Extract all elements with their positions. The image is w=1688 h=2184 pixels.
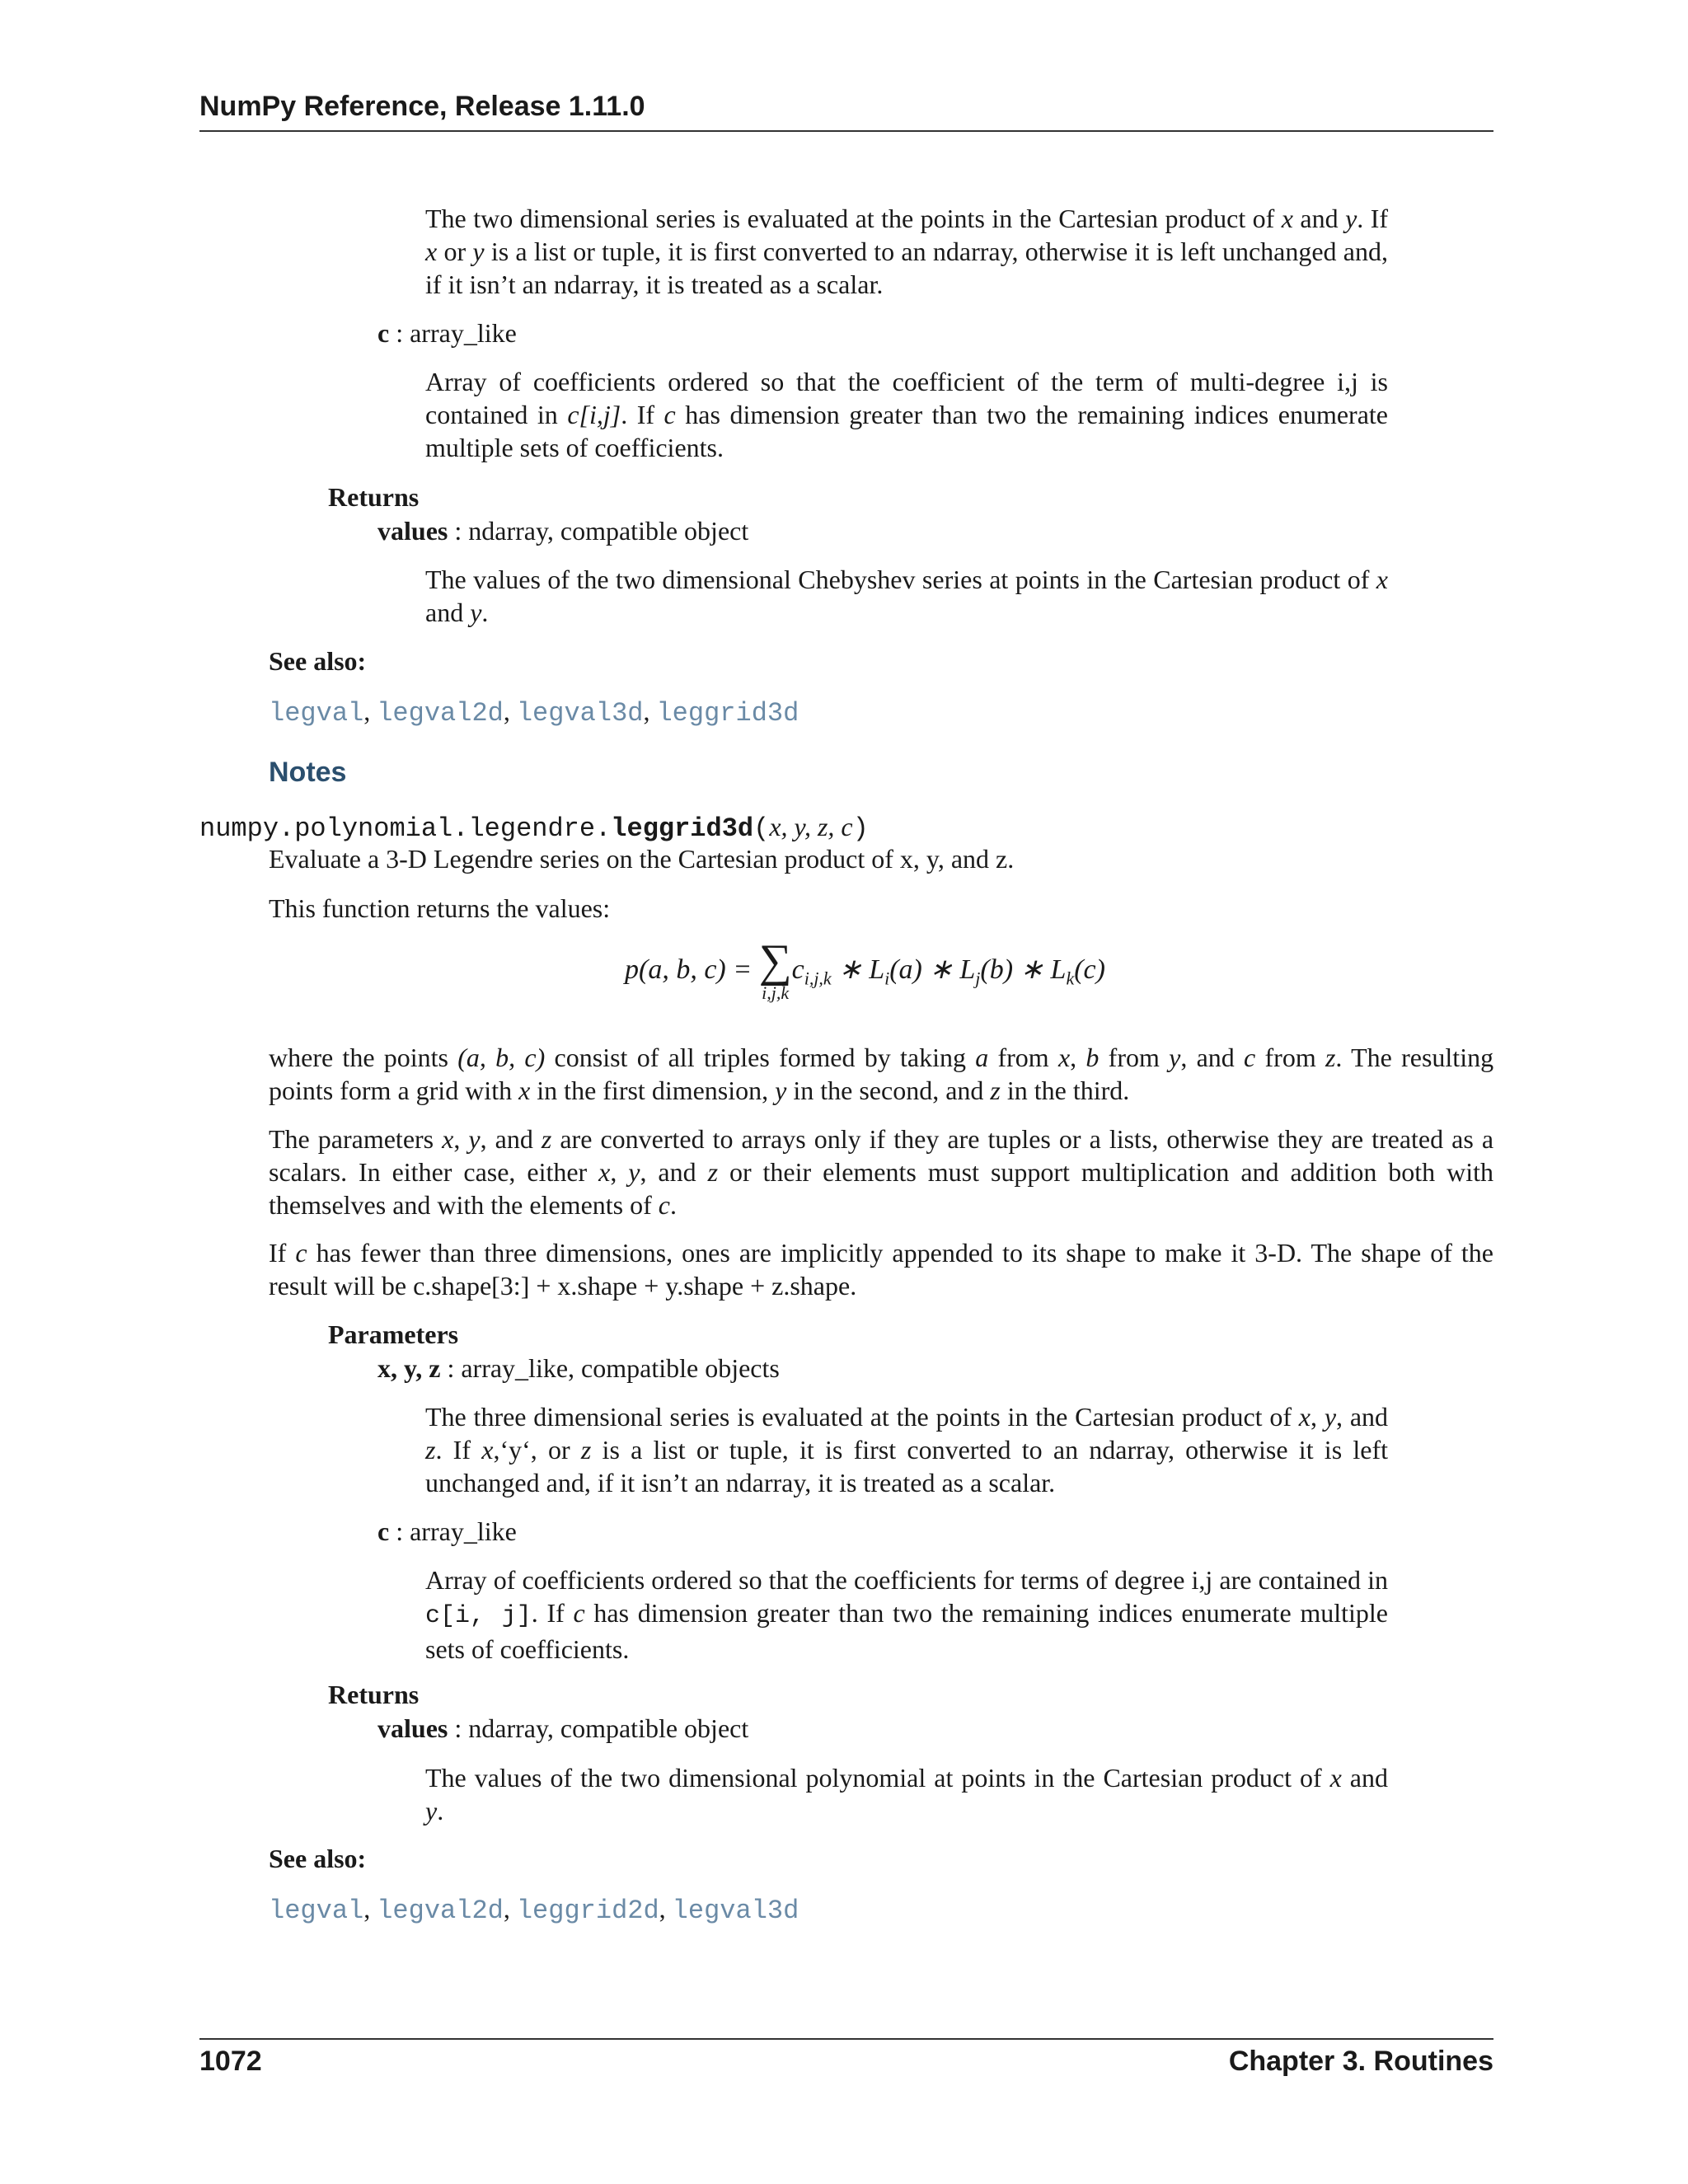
footer-rule — [199, 2038, 1493, 2040]
see-also-label: See also: — [269, 646, 367, 676]
notes-heading: Notes — [269, 757, 347, 788]
header-rule — [199, 130, 1493, 132]
paragraph-parameters: The parameters x, y, and z are converted to arrays only if they are tuples or a lists, otherwise they are treated as a scalars. In either case, either x, y, and z or their elements must support multiplication and addition both with themselves and with the elements of c. — [269, 1124, 1494, 1220]
returns2-label: Returns — [328, 1680, 420, 1709]
link-legval3d[interactable]: legval3d — [672, 1896, 799, 1926]
param-xyz-description: The three dimensional series is evaluated at the points in the Cartesian product of x, y, and z. If x,‘y‘, or z is a list or tuple, it is first converted to an ndarray, otherwise it is left unchanged and, if it isn’t an ndarray, it is treated as a scalar. — [425, 1402, 1389, 1497]
link-legval2d[interactable]: legval2d — [377, 698, 504, 729]
return-values-heading: values : ndarray, compatible object — [377, 516, 749, 546]
link-leggrid2d[interactable]: leggrid2d — [516, 1896, 659, 1926]
see-also2-label: See also: — [269, 1844, 367, 1873]
equation: p(a, b, c) = ∑ i,j,k $c_{i,j,k}$ ∗ $L_i(a)$ ∗ $L_j(b)$ ∗ $L_k(c)$ — [625, 935, 1105, 1003]
parameters-label: Parameters — [328, 1319, 459, 1349]
see-also2-links: legval, legval2d, leggrid2d, legval3d — [269, 1894, 799, 1926]
function-returns-text: This function returns the values: — [269, 893, 611, 923]
param-c-heading: c : array_like — [377, 318, 517, 348]
paragraph-points: where the points (a, b, c) consist of all triples formed by taking a from x, b from y, and c from z. The resulting points form a grid with x in the first dimension, y in the second, and z in the third. — [269, 1043, 1494, 1105]
link-legval[interactable]: legval — [269, 1896, 364, 1926]
return2-values-heading: values : ndarray, compatible object — [377, 1713, 749, 1743]
param-c2-heading: c : array_like — [377, 1516, 517, 1546]
link-legval2d[interactable]: legval2d — [377, 1896, 504, 1926]
link-leggrid3d[interactable]: leggrid3d — [656, 698, 799, 729]
return-values-description: The values of the two dimensional Chebyshev series at points in the Cartesian product of x and y. — [425, 565, 1388, 627]
chapter-title: Chapter 3. Routines — [1228, 2046, 1493, 2077]
see-also-links: legval, legval2d, legval3d, leggrid3d — [269, 696, 799, 729]
param-xyz-heading: x, y, z : array_like, compatible objects — [377, 1353, 780, 1383]
page-number: 1072 — [199, 2046, 262, 2077]
link-legval[interactable]: legval — [269, 698, 364, 729]
running-header: NumPy Reference, Release 1.11.0 — [199, 91, 645, 122]
paragraph-shape: If c has fewer than three dimensions, ones are implicitly appended to its shape to make it 3-D. The shape of the result will be c.shape[3:] + x.shape + y.shape + z.shape. — [269, 1238, 1494, 1301]
summation: ∑ i,j,k — [758, 935, 792, 1003]
return2-values-description: The values of the two dimensional polynomial at points in the Cartesian product of x and y. — [425, 1763, 1389, 1825]
returns-label: Returns — [328, 482, 420, 512]
param-c-description: Array of coefficients ordered so that the coefficient of the term of multi-degree i,j is contained in c[i,j]. If c has dimension greater than two the remaining indices enumerate multiple sets of coefficients. — [425, 367, 1388, 462]
function-summary: Evaluate a 3-D Legendre series on the Cartesian product of x, y, and z. — [269, 844, 1015, 874]
param-xy-description: The two dimensional series is evaluated at the points in the Cartesian product of x and y. If x or y is a list or tuple, it is first converted to an ndarray, otherwise it is left unchanged and, if it isn’t an ndarray, it is treated as a scalar. — [425, 204, 1389, 299]
link-legval3d[interactable]: legval3d — [516, 698, 644, 729]
param-c2-description: Array of coefficients ordered so that the coefficients for terms of degree i,j are contained in c[i, j]. If c has dimension greater than two the remaining indices enumerate multiple sets of coefficients. — [425, 1565, 1389, 1664]
function-signature: numpy.polynomial.legendre.leggrid3d(x, y, z, c) — [199, 812, 869, 844]
